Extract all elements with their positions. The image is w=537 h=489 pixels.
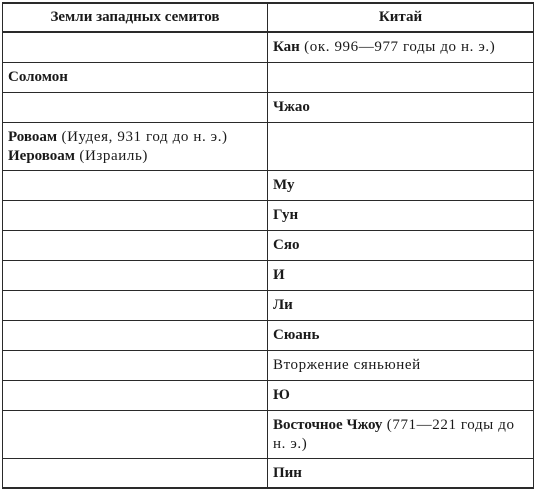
table-row [3, 231, 534, 261]
cell-west [3, 291, 268, 321]
ruler-name: Ровоам [8, 129, 58, 145]
cell-west [3, 171, 268, 201]
table-row [3, 381, 534, 411]
cell-west [3, 231, 268, 261]
cell-west [3, 32, 268, 63]
cell-west [3, 63, 268, 93]
ruler-name: Соломон [8, 69, 68, 85]
cell-china [268, 93, 534, 123]
cell-west [3, 411, 268, 459]
ruler-name: Иеровоам [8, 148, 76, 164]
ruler-name: Ли [273, 297, 293, 313]
ruler-note: (ок. 996—977 годы до н. э.) [299, 39, 496, 55]
ruler-note: (Иудея, 931 год до н. э.) [57, 129, 228, 145]
cell-west [3, 261, 268, 291]
ruler-name: Сяо [273, 237, 300, 253]
cell-china [268, 171, 534, 201]
table-row [3, 63, 534, 93]
ruler-name: Сюань [273, 327, 320, 343]
table-row [3, 459, 534, 489]
header-china: Китай [268, 3, 534, 32]
cell-china [268, 321, 534, 351]
ruler-name: И [273, 267, 285, 283]
header-west-semites: Земли западных семитов [3, 3, 268, 32]
table-row [3, 123, 534, 171]
cell-china [268, 459, 534, 489]
ruler-name: Гун [273, 207, 299, 223]
cell-china [268, 123, 534, 171]
cell-china [268, 381, 534, 411]
cell-china [268, 63, 534, 93]
table-row [3, 351, 534, 381]
table-row [3, 321, 534, 351]
cell-west [3, 93, 268, 123]
cell-west [3, 351, 268, 381]
table-row [3, 411, 534, 459]
table-row [3, 261, 534, 291]
cell-west [3, 381, 268, 411]
cell-china [268, 411, 534, 459]
cell-china [268, 351, 534, 381]
event-text: Вторжение сяньюней [273, 357, 421, 373]
cell-west [3, 321, 268, 351]
table-header-row [3, 3, 534, 32]
ruler-name: Му [273, 177, 295, 193]
ruler-name: Пин [273, 465, 302, 481]
ruler-name: Кан [273, 39, 300, 55]
table-row [3, 32, 534, 63]
chronology-table [2, 2, 534, 489]
ruler-name: Чжао [273, 99, 310, 115]
cell-china [268, 201, 534, 231]
ruler-note: (Израиль) [75, 148, 149, 164]
cell-china [268, 231, 534, 261]
cell-china [268, 291, 534, 321]
table-row [3, 291, 534, 321]
ruler-line [8, 147, 261, 166]
cell-china [268, 32, 534, 63]
cell-west [3, 123, 268, 171]
cell-west [3, 459, 268, 489]
table-row [3, 171, 534, 201]
cell-west [3, 201, 268, 231]
ruler-name: Ю [273, 387, 290, 403]
ruler-line [8, 128, 261, 147]
cell-china [268, 261, 534, 291]
ruler-name: Восточное Чжоу [273, 417, 383, 433]
table-row [3, 201, 534, 231]
table-row [3, 93, 534, 123]
ruler-note: (771—221 годы до н. э.) [273, 417, 515, 452]
